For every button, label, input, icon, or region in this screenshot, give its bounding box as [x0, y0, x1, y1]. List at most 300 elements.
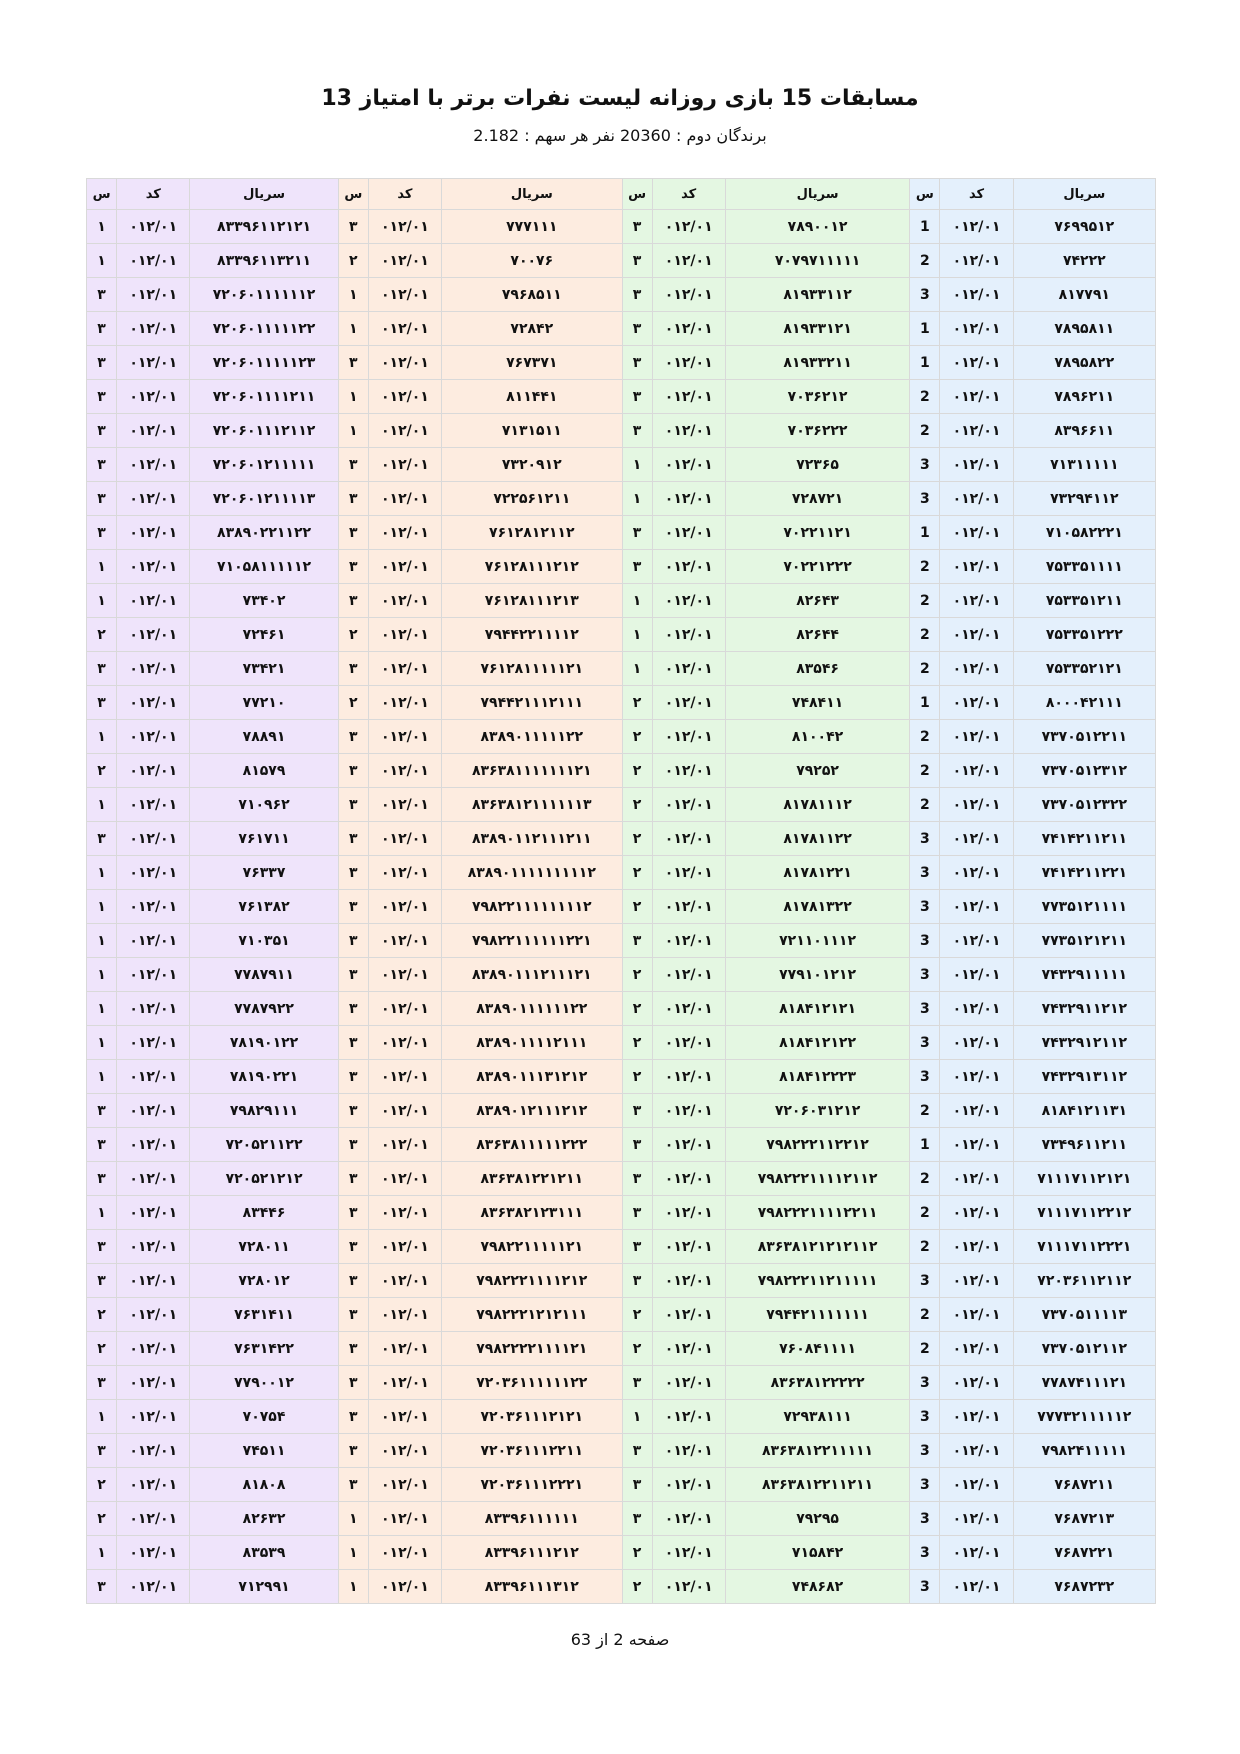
s-cell: ۱ — [87, 244, 117, 278]
s-cell: ۳ — [338, 1230, 368, 1264]
table-row — [87, 1468, 1156, 1502]
s-cell: ۳ — [622, 1230, 652, 1264]
code-cell: ۰۱۲/۰۱ — [368, 1502, 441, 1536]
code-cell: ۰۱۲/۰۱ — [940, 992, 1013, 1026]
serial-cell: ۸۳۸۹۰۱۱۲۱۱۱۲۱۱ — [442, 822, 623, 856]
header-s: س — [338, 179, 368, 210]
s-cell: 2 — [910, 1196, 940, 1230]
s-cell: ۳ — [338, 584, 368, 618]
s-cell: 2 — [910, 788, 940, 822]
s-cell: ۲ — [622, 1536, 652, 1570]
code-cell: ۰۱۲/۰۱ — [940, 1128, 1013, 1162]
code-cell: ۰۱۲/۰۱ — [117, 1366, 190, 1400]
table-row — [87, 1298, 1156, 1332]
code-cell: ۰۱۲/۰۱ — [117, 1400, 190, 1434]
table-row — [87, 1060, 1156, 1094]
serial-cell: ۷۹۴۴۲۱۱۱۲۱۱۱ — [442, 686, 623, 720]
serial-cell: ۸۳۶۳۸۱۱۱۱۱۲۲۲ — [442, 1128, 623, 1162]
serial-cell: ۸۳۶۳۸۲۱۲۳۱۱۱ — [442, 1196, 623, 1230]
serial-cell: ۸۰۰۰۴۲۱۱۱ — [1013, 686, 1155, 720]
code-cell: ۰۱۲/۰۱ — [117, 584, 190, 618]
serial-cell: ۷۶۸۷۲۳۲ — [1013, 1570, 1155, 1604]
serial-cell: ۷۴۳۲۹۱۱۲۱۲ — [1013, 992, 1155, 1026]
table-row — [87, 1536, 1156, 1570]
serial-cell: ۸۳۹۶۶۱۱ — [1013, 414, 1155, 448]
s-cell: ۳ — [622, 516, 652, 550]
page-title: مسابقات 15 بازی روزانه لیست نفرات برتر با امتیاز 13 — [321, 86, 919, 111]
serial-cell: ۷۱۱۱۷۱۱۲۱۲۱ — [1013, 1162, 1155, 1196]
s-cell: ۳ — [338, 1468, 368, 1502]
s-cell: ۳ — [622, 244, 652, 278]
serial-cell: ۷۲۴۶۱ — [190, 618, 338, 652]
serial-cell: ۷۷۳۵۱۲۱۲۱۱ — [1013, 924, 1155, 958]
table-body — [87, 210, 1156, 1604]
serial-cell: ۷۷۹۰۰۱۲ — [190, 1366, 338, 1400]
code-cell: ۰۱۲/۰۱ — [940, 618, 1013, 652]
table-row — [87, 686, 1156, 720]
code-cell: ۰۱۲/۰۱ — [117, 414, 190, 448]
code-cell: ۰۱۲/۰۱ — [940, 1468, 1013, 1502]
header-s: س — [87, 179, 117, 210]
serial-cell: ۷۷۸۷۹۲۲ — [190, 992, 338, 1026]
table-row — [87, 992, 1156, 1026]
serial-cell: ۷۱۰۵۸۱۱۱۱۱۲ — [190, 550, 338, 584]
s-cell: ۳ — [87, 686, 117, 720]
s-cell: ۳ — [338, 924, 368, 958]
code-cell: ۰۱۲/۰۱ — [368, 380, 441, 414]
serial-cell: ۷۱۰۳۵۱ — [190, 924, 338, 958]
s-cell: ۳ — [622, 414, 652, 448]
s-cell: 3 — [910, 278, 940, 312]
s-cell: 3 — [910, 1468, 940, 1502]
serial-cell: ۷۱۱۱۷۱۱۲۲۱۲ — [1013, 1196, 1155, 1230]
s-cell: 2 — [910, 754, 940, 788]
s-cell: 2 — [910, 1162, 940, 1196]
code-cell: ۰۱۲/۰۱ — [368, 244, 441, 278]
s-cell: ۳ — [622, 1366, 652, 1400]
serial-cell: ۷۲۰۶۰۳۱۲۱۲ — [725, 1094, 910, 1128]
code-cell: ۰۱۲/۰۱ — [117, 346, 190, 380]
serial-cell: ۷۲۸۷۲۱ — [725, 482, 910, 516]
serial-cell: ۷۳۷۰۵۱۲۳۲۲ — [1013, 788, 1155, 822]
s-cell: ۳ — [338, 210, 368, 244]
code-cell: ۰۱۲/۰۱ — [368, 448, 441, 482]
code-cell: ۰۱۲/۰۱ — [368, 1468, 441, 1502]
s-cell: ۲ — [622, 1060, 652, 1094]
s-cell: ۳ — [338, 550, 368, 584]
serial-cell: ۷۲۰۵۲۱۱۲۲ — [190, 1128, 338, 1162]
header-serial: سریال — [190, 179, 338, 210]
code-cell: ۰۱۲/۰۱ — [117, 856, 190, 890]
code-cell: ۰۱۲/۰۱ — [368, 1060, 441, 1094]
serial-cell: ۸۳۶۳۸۱۲۱۲۱۲۱۱۲ — [725, 1230, 910, 1264]
code-cell: ۰۱۲/۰۱ — [652, 1298, 725, 1332]
s-cell: 3 — [910, 1400, 940, 1434]
serial-cell: ۸۳۶۳۸۱۲۱۱۱۱۱۱۳ — [442, 788, 623, 822]
code-cell: ۰۱۲/۰۱ — [940, 278, 1013, 312]
s-cell: ۳ — [622, 1468, 652, 1502]
table-row — [87, 1502, 1156, 1536]
code-cell: ۰۱۲/۰۱ — [652, 720, 725, 754]
serial-cell: ۷۲۰۳۶۱۱۱۱۱۱۲۲ — [442, 1366, 623, 1400]
header-serial: سریال — [442, 179, 623, 210]
serial-cell: ۷۲۰۶۰۱۲۱۱۱۱۳ — [190, 482, 338, 516]
s-cell: ۱ — [87, 210, 117, 244]
serial-cell: ۷۹۸۲۲۱۱۱۱۱۱۱۱۲ — [442, 890, 623, 924]
s-cell: ۳ — [338, 1128, 368, 1162]
code-cell: ۰۱۲/۰۱ — [652, 244, 725, 278]
s-cell: ۲ — [87, 618, 117, 652]
s-cell: ۲ — [622, 992, 652, 1026]
serial-cell: ۸۱۷۷۹۱ — [1013, 278, 1155, 312]
serial-cell: ۷۲۰۳۶۱۱۱۲۲۱۱ — [442, 1434, 623, 1468]
code-cell: ۰۱۲/۰۱ — [652, 550, 725, 584]
serial-cell: ۷۶۸۷۲۲۱ — [1013, 1536, 1155, 1570]
s-cell: ۳ — [622, 1162, 652, 1196]
s-cell: 1 — [910, 312, 940, 346]
code-cell: ۰۱۲/۰۱ — [652, 1366, 725, 1400]
serial-cell: ۸۳۳۹۶۱۱۱۲۱۲ — [442, 1536, 623, 1570]
s-cell: 2 — [910, 652, 940, 686]
s-cell: ۱ — [622, 482, 652, 516]
header-s: س — [910, 179, 940, 210]
code-cell: ۰۱۲/۰۱ — [368, 210, 441, 244]
serial-cell: ۷۲۰۶۰۱۲۱۱۱۱۱ — [190, 448, 338, 482]
s-cell: 2 — [910, 1094, 940, 1128]
serial-cell: ۷۲۲۵۶۱۲۱۱ — [442, 482, 623, 516]
serial-cell: ۷۶۸۷۲۱۳ — [1013, 1502, 1155, 1536]
serial-cell: ۸۱۱۴۴۱ — [442, 380, 623, 414]
serial-cell: ۷۴۵۱۱ — [190, 1434, 338, 1468]
serial-cell: ۷۴۲۲۲ — [1013, 244, 1155, 278]
code-cell: ۰۱۲/۰۱ — [117, 312, 190, 346]
code-cell: ۰۱۲/۰۱ — [652, 1332, 725, 1366]
serial-cell: ۷۶۳۳۷ — [190, 856, 338, 890]
code-cell: ۰۱۲/۰۱ — [117, 754, 190, 788]
serial-cell: ۷۳۲۰۹۱۲ — [442, 448, 623, 482]
code-cell: ۰۱۲/۰۱ — [940, 1196, 1013, 1230]
s-cell: ۳ — [338, 856, 368, 890]
serial-cell: ۸۳۳۹۶۱۱۲۱۲۱ — [190, 210, 338, 244]
s-cell: 1 — [910, 210, 940, 244]
serial-cell: ۷۲۰۳۶۱۱۲۱۱۲ — [1013, 1264, 1155, 1298]
s-cell: ۳ — [338, 822, 368, 856]
code-cell: ۰۱۲/۰۱ — [652, 312, 725, 346]
code-cell: ۰۱۲/۰۱ — [117, 1434, 190, 1468]
serial-cell: ۷۶۷۳۷۱ — [442, 346, 623, 380]
serial-cell: ۷۹۸۲۹۱۱۱ — [190, 1094, 338, 1128]
s-cell: 2 — [910, 380, 940, 414]
serial-cell: ۷۳۷۰۵۱۱۱۱۳ — [1013, 1298, 1155, 1332]
s-cell: ۳ — [87, 380, 117, 414]
serial-cell: ۸۱۷۸۱۱۱۲ — [725, 788, 910, 822]
serial-cell: ۷۲۰۵۲۱۲۱۲ — [190, 1162, 338, 1196]
s-cell: 3 — [910, 1434, 940, 1468]
code-cell: ۰۱۲/۰۱ — [652, 1536, 725, 1570]
s-cell: ۲ — [87, 1298, 117, 1332]
s-cell: ۳ — [338, 1434, 368, 1468]
serial-cell: ۷۷۸۷۹۱۱ — [190, 958, 338, 992]
table-row — [87, 380, 1156, 414]
s-cell: ۳ — [338, 1196, 368, 1230]
s-cell: 2 — [910, 550, 940, 584]
serial-cell: ۷۵۳۳۵۱۱۱۱ — [1013, 550, 1155, 584]
serial-cell: ۸۳۶۳۸۱۲۲۱۱۲۱۱ — [725, 1468, 910, 1502]
serial-cell: ۸۲۶۳۲ — [190, 1502, 338, 1536]
s-cell: ۱ — [87, 720, 117, 754]
s-cell: ۳ — [622, 1094, 652, 1128]
code-cell: ۰۱۲/۰۱ — [368, 1434, 441, 1468]
code-cell: ۰۱۲/۰۱ — [940, 1162, 1013, 1196]
code-cell: ۰۱۲/۰۱ — [117, 1196, 190, 1230]
s-cell: ۱ — [87, 788, 117, 822]
table-row — [87, 1230, 1156, 1264]
serial-cell: ۷۲۱۱۰۱۱۱۲ — [725, 924, 910, 958]
serial-cell: ۸۱۵۷۹ — [190, 754, 338, 788]
s-cell: ۳ — [87, 1230, 117, 1264]
s-cell: ۱ — [338, 380, 368, 414]
serial-cell: ۷۴۸۴۱۱ — [725, 686, 910, 720]
code-cell: ۰۱۲/۰۱ — [652, 1026, 725, 1060]
s-cell: ۳ — [622, 1196, 652, 1230]
s-cell: ۱ — [87, 958, 117, 992]
serial-cell: ۷۱۲۹۹۱ — [190, 1570, 338, 1604]
s-cell: ۱ — [87, 890, 117, 924]
serial-cell: ۷۴۱۴۲۱۱۲۱۱ — [1013, 822, 1155, 856]
s-cell: ۱ — [622, 652, 652, 686]
s-cell: ۳ — [87, 312, 117, 346]
code-cell: ۰۱۲/۰۱ — [940, 244, 1013, 278]
serial-cell: ۷۲۰۶۰۱۱۱۱۲۱۱ — [190, 380, 338, 414]
serial-cell: ۸۱۷۸۱۲۲۱ — [725, 856, 910, 890]
header-code: کد — [117, 179, 190, 210]
serial-cell: ۸۱۸۴۱۲۱۲۲ — [725, 1026, 910, 1060]
table-row — [87, 482, 1156, 516]
serial-cell: ۸۱۸۴۱۲۲۲۳ — [725, 1060, 910, 1094]
s-cell: ۳ — [338, 1026, 368, 1060]
code-cell: ۰۱۲/۰۱ — [117, 720, 190, 754]
table-row — [87, 516, 1156, 550]
serial-cell: ۸۳۸۹۰۱۲۱۱۱۲۱۲ — [442, 1094, 623, 1128]
header-serial: سریال — [1013, 179, 1155, 210]
s-cell: ۳ — [338, 1060, 368, 1094]
s-cell: ۳ — [622, 1502, 652, 1536]
s-cell: ۲ — [622, 1332, 652, 1366]
code-cell: ۰۱۲/۰۱ — [940, 720, 1013, 754]
s-cell: ۱ — [338, 1502, 368, 1536]
serial-cell: ۷۸۸۹۱ — [190, 720, 338, 754]
s-cell: ۱ — [338, 414, 368, 448]
code-cell: ۰۱۲/۰۱ — [652, 1162, 725, 1196]
page-number: صفحه 2 از 63 — [570, 1630, 670, 1649]
code-cell: ۰۱۲/۰۱ — [368, 890, 441, 924]
code-cell: ۰۱۲/۰۱ — [117, 652, 190, 686]
s-cell: ۱ — [87, 584, 117, 618]
code-cell: ۰۱۲/۰۱ — [652, 1060, 725, 1094]
s-cell: ۲ — [338, 686, 368, 720]
s-cell: 2 — [910, 720, 940, 754]
code-cell: ۰۱۲/۰۱ — [368, 1094, 441, 1128]
page-subtitle: برندگان دوم : 20360 نفر هر سهم : 2.182 — [473, 126, 767, 145]
code-cell: ۰۱۲/۰۱ — [368, 686, 441, 720]
serial-cell: ۷۲۰۶۰۱۱۱۱۱۱۲ — [190, 278, 338, 312]
table-row — [87, 312, 1156, 346]
table-row — [87, 1026, 1156, 1060]
table-row — [87, 584, 1156, 618]
code-cell: ۰۱۲/۰۱ — [652, 1230, 725, 1264]
s-cell: ۳ — [87, 448, 117, 482]
serial-cell: ۷۰۷۵۴ — [190, 1400, 338, 1434]
serial-cell: ۷۳۷۰۵۱۲۳۱۲ — [1013, 754, 1155, 788]
serial-cell: ۷۹۲۵۲ — [725, 754, 910, 788]
code-cell: ۰۱۲/۰۱ — [652, 1434, 725, 1468]
s-cell: ۳ — [338, 720, 368, 754]
s-cell: ۳ — [622, 1264, 652, 1298]
s-cell: ۳ — [338, 482, 368, 516]
s-cell: ۲ — [338, 244, 368, 278]
serial-cell: ۷۶۱۷۱۱ — [190, 822, 338, 856]
s-cell: ۱ — [87, 992, 117, 1026]
s-cell: ۳ — [338, 1366, 368, 1400]
code-cell: ۰۱۲/۰۱ — [368, 1230, 441, 1264]
serial-cell: ۷۸۹۵۸۱۱ — [1013, 312, 1155, 346]
s-cell: ۱ — [622, 448, 652, 482]
table-row — [87, 278, 1156, 312]
serial-cell: ۸۳۸۹۰۱۱۱۱۱۲۲ — [442, 720, 623, 754]
serial-cell: ۸۳۸۹۰۱۱۱۱۱۱۱۱۱۲ — [442, 856, 623, 890]
serial-cell: ۸۳۳۹۶۱۱۳۲۱۱ — [190, 244, 338, 278]
table-row — [87, 1162, 1156, 1196]
code-cell: ۰۱۲/۰۱ — [652, 1570, 725, 1604]
code-cell: ۰۱۲/۰۱ — [652, 414, 725, 448]
serial-cell: ۷۶۸۷۲۱۱ — [1013, 1468, 1155, 1502]
serial-cell: ۸۱۷۸۱۱۲۲ — [725, 822, 910, 856]
s-cell: ۲ — [622, 890, 652, 924]
s-cell: ۳ — [622, 380, 652, 414]
code-cell: ۰۱۲/۰۱ — [368, 278, 441, 312]
serial-cell: ۸۳۵۳۹ — [190, 1536, 338, 1570]
header-code: کد — [652, 179, 725, 210]
s-cell: ۲ — [622, 856, 652, 890]
code-cell: ۰۱۲/۰۱ — [368, 992, 441, 1026]
serial-cell: ۷۹۸۲۲۲۱۱۱۱۲۱۲ — [442, 1264, 623, 1298]
serial-cell: ۷۶۱۲۸۱۱۱۲۱۳ — [442, 584, 623, 618]
s-cell: ۳ — [338, 1298, 368, 1332]
table-row — [87, 1332, 1156, 1366]
serial-cell: ۷۱۰۵۸۲۲۲۱ — [1013, 516, 1155, 550]
code-cell: ۰۱۲/۰۱ — [117, 958, 190, 992]
serial-cell: ۸۱۰۰۴۲ — [725, 720, 910, 754]
code-cell: ۰۱۲/۰۱ — [940, 1536, 1013, 1570]
serial-cell: ۸۲۶۴۳ — [725, 584, 910, 618]
code-cell: ۰۱۲/۰۱ — [940, 312, 1013, 346]
serial-cell: ۷۰۳۶۲۱۲ — [725, 380, 910, 414]
code-cell: ۰۱۲/۰۱ — [368, 1196, 441, 1230]
serial-cell: ۸۳۶۳۸۱۱۱۱۱۱۱۲۱ — [442, 754, 623, 788]
table-row — [87, 244, 1156, 278]
code-cell: ۰۱۲/۰۱ — [652, 1468, 725, 1502]
code-cell: ۰۱۲/۰۱ — [940, 414, 1013, 448]
serial-cell: ۷۳۷۰۵۱۲۲۱۱ — [1013, 720, 1155, 754]
code-cell: ۰۱۲/۰۱ — [117, 1094, 190, 1128]
code-cell: ۰۱۲/۰۱ — [117, 1128, 190, 1162]
serial-cell: ۸۱۸۴۱۲۱۲۱ — [725, 992, 910, 1026]
s-cell: ۲ — [622, 720, 652, 754]
code-cell: ۰۱۲/۰۱ — [117, 1468, 190, 1502]
serial-cell: ۷۹۸۲۲۲۱۱۲۱۱۱۱۱ — [725, 1264, 910, 1298]
s-cell: 1 — [910, 1128, 940, 1162]
serial-cell: ۸۳۶۳۸۱۲۲۱۱۱۱۱ — [725, 1434, 910, 1468]
s-cell: ۳ — [622, 210, 652, 244]
code-cell: ۰۱۲/۰۱ — [117, 550, 190, 584]
code-cell: ۰۱۲/۰۱ — [117, 210, 190, 244]
serial-cell: ۸۳۸۹۰۱۱۱۱۱۱۲۲ — [442, 992, 623, 1026]
code-cell: ۰۱۲/۰۱ — [652, 958, 725, 992]
code-cell: ۰۱۲/۰۱ — [652, 754, 725, 788]
s-cell: ۲ — [622, 788, 652, 822]
s-cell: ۳ — [338, 958, 368, 992]
s-cell: ۳ — [622, 924, 652, 958]
serial-cell: ۸۱۹۳۳۲۱۱ — [725, 346, 910, 380]
serial-cell: ۸۱۷۸۱۳۲۲ — [725, 890, 910, 924]
s-cell: ۲ — [338, 618, 368, 652]
serial-cell: ۸۳۸۹۰۱۱۱۱۲۱۱۱ — [442, 1026, 623, 1060]
serial-cell: ۷۷۷۳۲۱۱۱۱۱۲ — [1013, 1400, 1155, 1434]
serial-cell: ۷۲۰۳۶۱۱۱۲۱۲۱ — [442, 1400, 623, 1434]
code-cell: ۰۱۲/۰۱ — [940, 958, 1013, 992]
s-cell: ۳ — [338, 992, 368, 1026]
code-cell: ۰۱۲/۰۱ — [940, 686, 1013, 720]
s-cell: 3 — [910, 482, 940, 516]
code-cell: ۰۱۲/۰۱ — [652, 278, 725, 312]
s-cell: ۳ — [87, 1570, 117, 1604]
s-cell: ۳ — [622, 278, 652, 312]
code-cell: ۰۱۲/۰۱ — [368, 516, 441, 550]
code-cell: ۰۱۲/۰۱ — [940, 1026, 1013, 1060]
s-cell: ۳ — [87, 414, 117, 448]
serial-cell: ۷۹۴۴۲۲۱۱۱۱۲ — [442, 618, 623, 652]
code-cell: ۰۱۲/۰۱ — [652, 1264, 725, 1298]
code-cell: ۰۱۲/۰۱ — [652, 1094, 725, 1128]
s-cell: ۳ — [87, 1434, 117, 1468]
code-cell: ۰۱۲/۰۱ — [117, 1026, 190, 1060]
code-cell: ۰۱۲/۰۱ — [652, 380, 725, 414]
serial-cell: ۷۸۹۶۲۱۱ — [1013, 380, 1155, 414]
s-cell: 3 — [910, 822, 940, 856]
code-cell: ۰۱۲/۰۱ — [117, 992, 190, 1026]
code-cell: ۰۱۲/۰۱ — [368, 346, 441, 380]
code-cell: ۰۱۲/۰۱ — [940, 1366, 1013, 1400]
serial-cell: ۷۷۸۷۴۱۱۱۲۱ — [1013, 1366, 1155, 1400]
code-cell: ۰۱۲/۰۱ — [652, 448, 725, 482]
serial-cell: ۷۹۸۲۲۱۱۱۱۱۲۱ — [442, 1230, 623, 1264]
s-cell: 3 — [910, 448, 940, 482]
code-cell: ۰۱۲/۰۱ — [368, 652, 441, 686]
table-row — [87, 822, 1156, 856]
s-cell: 3 — [910, 958, 940, 992]
code-cell: ۰۱۲/۰۱ — [368, 1570, 441, 1604]
s-cell: 2 — [910, 1230, 940, 1264]
s-cell: ۲ — [87, 754, 117, 788]
serial-cell: ۷۳۲۹۴۱۱۲ — [1013, 482, 1155, 516]
serial-cell: ۸۳۸۹۰۲۲۱۱۲۲ — [190, 516, 338, 550]
serial-cell: ۸۳۳۹۶۱۱۱۱۱۱ — [442, 1502, 623, 1536]
code-cell: ۰۱۲/۰۱ — [368, 1366, 441, 1400]
code-cell: ۰۱۲/۰۱ — [117, 618, 190, 652]
serial-cell: ۸۳۶۳۸۱۲۲۲۲۲ — [725, 1366, 910, 1400]
code-cell: ۰۱۲/۰۱ — [117, 482, 190, 516]
code-cell: ۰۱۲/۰۱ — [940, 1502, 1013, 1536]
